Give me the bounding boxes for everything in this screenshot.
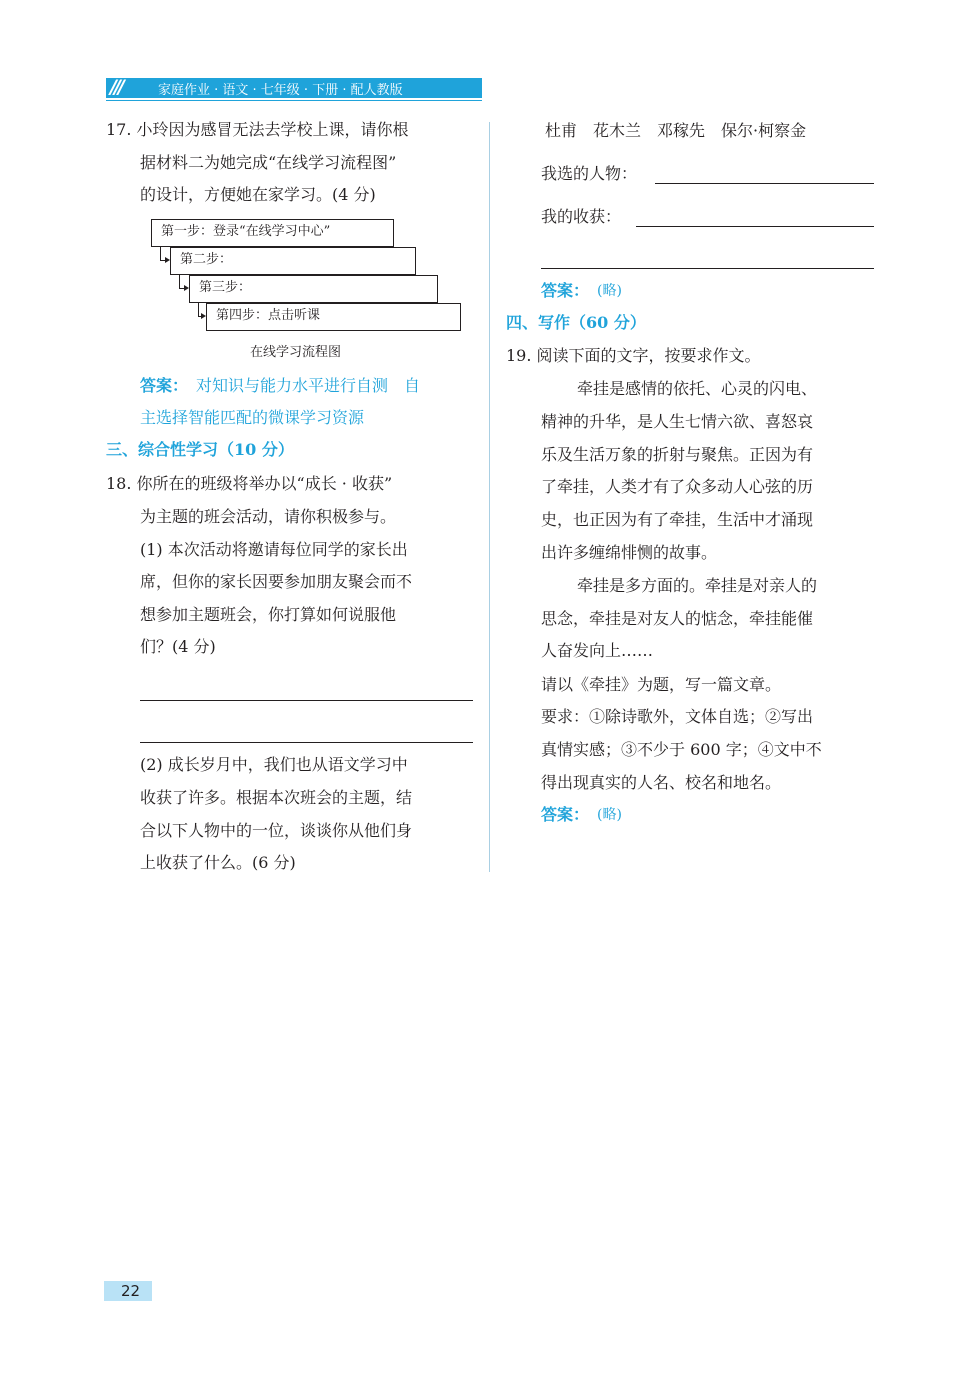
q19-line-5: 了牵挂，人类才有了众多动人心弦的历	[541, 477, 814, 496]
q19-line-11: 请以《牵挂》为题，写一篇文章。	[541, 675, 782, 694]
answer17-label: 答案：	[140, 376, 189, 395]
flow-arrow-2	[179, 275, 180, 288]
q19-line-12: 要求：①除诗歌外，文体自选；②写出	[541, 707, 814, 726]
q18-line-3: (1) 本次活动将邀请每位同学的家长出	[140, 540, 408, 559]
q19-line-2: 牵挂是感情的依托、心灵的闪电、	[577, 379, 818, 398]
answer19-text: (略)	[597, 807, 622, 823]
q19-line-9: 思念，牵挂是对友人的惦念，牵挂能催	[541, 609, 814, 628]
q17-line-1: 17. 小玲因为感冒无法去学校上课，请你根	[106, 120, 409, 139]
q18-line-2: 为主题的班会活动，请你积极参与。	[140, 507, 397, 526]
harvest-label: 我的收获：	[541, 207, 622, 226]
answer18-label: 答案：	[541, 281, 590, 300]
q18-line-5: 想参加主题班会，你打算如何说服他	[140, 605, 397, 624]
section-4-heading: 四、写作（60 分）	[506, 313, 646, 332]
q19-line-10: 人奋发向上……	[541, 641, 654, 660]
column-divider	[489, 122, 490, 872]
header-slash-icon: ///	[110, 76, 122, 98]
section-3-heading: 三、综合性学习（10 分）	[106, 440, 294, 459]
flow-step-3: 第三步：	[189, 275, 438, 303]
q19-line-6: 史，也正因为有了牵挂，生活中才涌现	[541, 510, 814, 529]
q18b-line-2: 收获了许多。根据本次班会的主题，结	[140, 788, 413, 807]
q17-line-2: 据材料二为她完成“在线学习流程图”	[140, 153, 397, 172]
answer17-line-2: 主选择智能匹配的微课学习资源	[140, 408, 365, 427]
q19-line-4: 乐及生活万象的折射与聚焦。正因为有	[541, 445, 814, 464]
q18-line-1: 18. 你所在的班级将举办以“成长 · 收获”	[106, 474, 393, 493]
q18b-line-3: 合以下人物中的一位，谈谈你从他们身	[140, 821, 413, 840]
header-underline	[106, 100, 482, 101]
arrow-right-icon	[201, 313, 206, 319]
q18b-line-4: 上收获了什么。(6 分)	[140, 853, 296, 872]
harvest-field-line-2[interactable]	[541, 268, 874, 269]
q17-line-3: 的设计，方便她在家学习。(4 分)	[140, 185, 376, 204]
chosen-character-label: 我选的人物：	[541, 164, 638, 183]
q19-line-7: 出许多缠绵悱恻的故事。	[541, 543, 718, 562]
character-names: 杜甫 花木兰 邓稼先 保尔·柯察金	[545, 121, 807, 140]
answer19-label: 答案：	[541, 805, 590, 824]
flow-step-1: 第一步：登录“在线学习中心”	[151, 219, 394, 247]
q18-line-4: 席，但你的家长因要参加朋友聚会而不	[140, 572, 413, 591]
q19-line-13: 真情实感；③不少于 600 字；④文中不	[541, 740, 822, 759]
flow-arrow-3	[198, 303, 199, 316]
q18-line-6: 们？(4 分)	[140, 637, 216, 656]
flow-step-4: 第四步：点击听课	[206, 303, 461, 331]
answer17-line-1: 对知识与能力水平进行自测 自	[196, 376, 421, 395]
chosen-character-field[interactable]	[655, 183, 874, 184]
arrow-right-icon	[184, 285, 189, 291]
q19-line-3: 精神的升华，是人生七情六欲、喜怒哀	[541, 412, 814, 431]
q19-line-8: 牵挂是多方面的。牵挂是对亲人的	[577, 576, 818, 595]
page-number: 22	[121, 1282, 141, 1300]
answer18-text: (略)	[597, 283, 622, 299]
flow-step-2: 第二步：	[170, 247, 416, 275]
harvest-field[interactable]	[636, 226, 874, 227]
q19-line-1: 19. 阅读下面的文字，按要求作文。	[506, 346, 761, 365]
arrow-right-icon	[165, 257, 170, 263]
q18b-line-1: (2) 成长岁月中，我们也从语文学习中	[140, 755, 408, 774]
q18a-answer-line-2[interactable]	[140, 742, 473, 743]
flow-arrow-1	[160, 247, 161, 260]
flow-caption: 在线学习流程图	[250, 345, 342, 360]
q19-line-14: 得出现真实的人名、校名和地名。	[541, 773, 782, 792]
header-title: 家庭作业 · 语文 · 七年级 · 下册 · 配人教版	[158, 83, 403, 98]
q18a-answer-line-1[interactable]	[140, 700, 473, 701]
